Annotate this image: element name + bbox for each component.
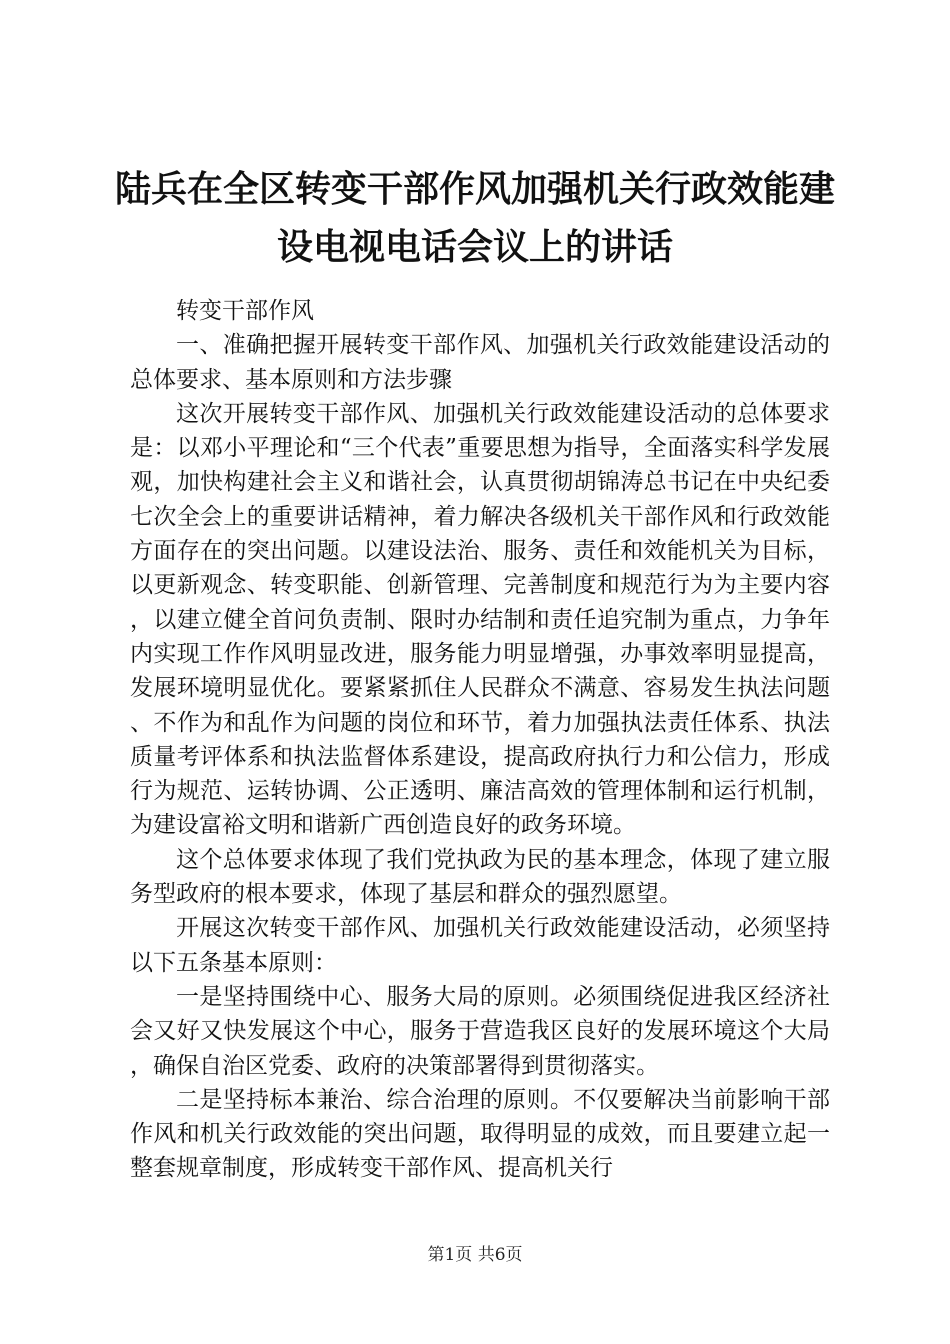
document-body xyxy=(130,294,830,1186)
paragraph: 这次开展转变干部作风、加强机关行政效能建设活动的总体要求是：以邓小平理论和“三个代表”重要思想为指导，全面落实科学发展观，加快构建社会主义和谐社会，认真贯彻胡锦涛总书记在中央纪委七次全会上的重要讲话精神，着力解决各级机关干部作风和行政效能方面存在的突出问题。以建设法治、服务、责任和效能机关为目标，以更新观念、转变职能、创新管理、完善制度和规范行为为主要内容，以建立健全首问负责制、限时办结制和责任追究制为重点，力争年内实现工作作风明显改进，服务能力明显增强，办事效率明显提高，发展环境明显优化。要紧紧抓住人民群众不满意、容易发生执法问题、不作为和乱作为问题的岗位和环节，着力加强执法责任体系、执法质量考评体系和执法监督体系建设，提高政府执行力和公信力，形成行为规范、运转协调、公正透明、廉洁高效的管理体制和运行机制，为建设富裕文明和谐新广西创造良好的政务环境。 xyxy=(130,400,830,839)
paragraph: 开展这次转变干部作风、加强机关行政效能建设活动，必须坚持以下五条基本原则： xyxy=(130,915,830,976)
paragraph: 一、准确把握开展转变干部作风、加强机关行政效能建设活动的总体要求、基本原则和方法步骤 xyxy=(130,332,830,393)
paragraph: 转变干部作风 xyxy=(176,298,314,324)
paragraph: 二是坚持标本兼治、综合治理的原则。不仅要解决当前影响干部作风和机关行政效能的突出问题，取得明显的成效，而且要建立起一整套规章制度，形成转变干部作风、提高机关行 xyxy=(130,1086,830,1182)
page-footer: 第1页 共6页 xyxy=(427,1245,523,1265)
paragraph: 这个总体要求体现了我们党执政为民的基本理念，体现了建立服务型政府的根本要求，体现了基层和群众的强烈愿望。 xyxy=(130,846,830,908)
paragraph: 一是坚持围绕中心、服务大局的原则。必须围绕促进我区经济社会又好又快发展这个中心，服务于营造我区良好的发展环境这个大局，确保自治区党委、政府的决策部署得到贯彻落实。 xyxy=(130,983,830,1079)
document-title: 陆兵在全区转变干部作风加强机关行政效能建设电视电话会议上的讲话 xyxy=(114,168,835,268)
